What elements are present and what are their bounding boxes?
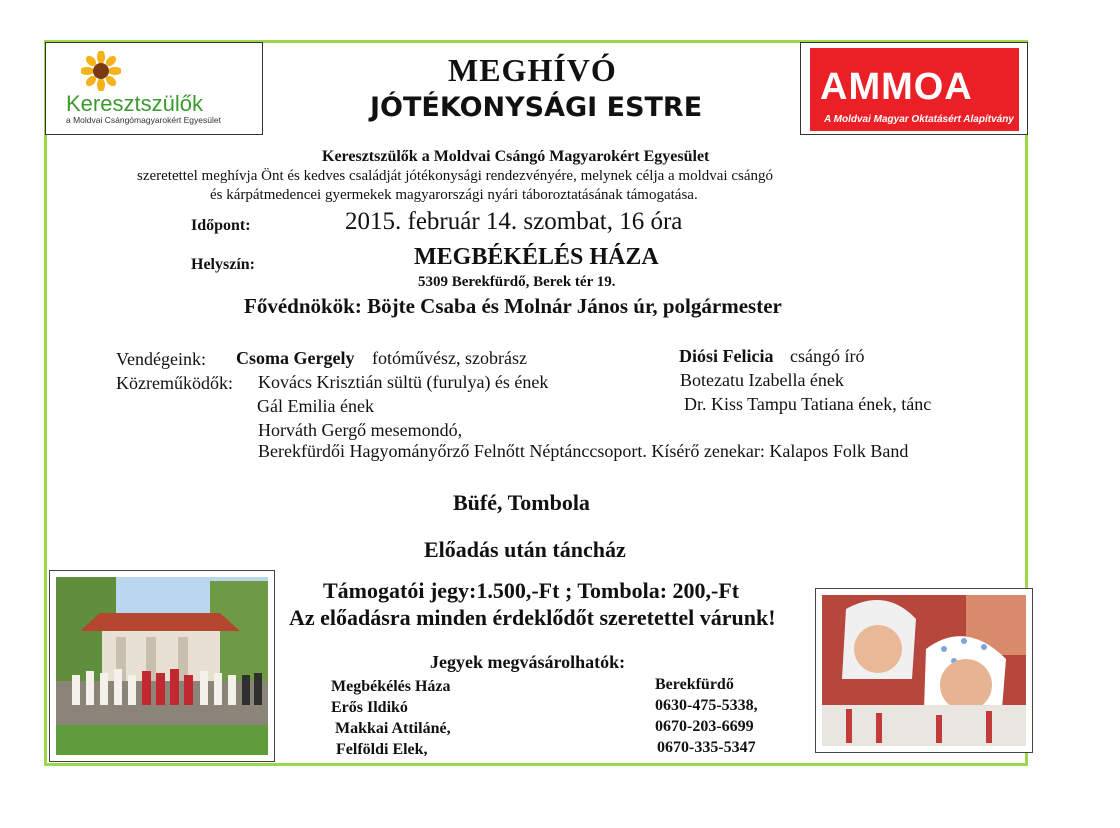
ticket-seller: Megbékélés Háza	[331, 678, 451, 695]
keresztszulok-wordmark: Keresztszülők	[66, 91, 203, 116]
ammoa-logo	[800, 42, 1028, 135]
buffet-raffle: Büfé, Tombola	[453, 490, 590, 515]
ticket-contact: 0670-203-6699	[655, 718, 754, 735]
ticket-contact: 0630-475-5338,	[655, 697, 758, 714]
ticket-contact: Berekfürdő	[655, 676, 734, 693]
intro-line-2: és kárpátmedencei gyermekek magyarországi nyári táboroztatásának támogatása.	[210, 187, 698, 203]
event-date: 2015. február 14. szombat, 16 óra	[345, 208, 683, 235]
ammoa-wordmark: AMMOA	[820, 66, 973, 108]
guest-1-role: fotóművész, szobrász	[372, 348, 527, 368]
guests-label: Vendégeink:	[116, 349, 206, 369]
ammoa-subtitle: A Moldvai Magyar Oktatásért Alapítvány	[824, 114, 1014, 125]
performers-label: Közreműködők:	[116, 373, 233, 393]
keresztszulok-logo	[45, 42, 263, 135]
children-photo	[815, 588, 1033, 753]
ticket-seller: Erős Ildikó	[331, 699, 408, 716]
organizer-name: Keresztszülők a Moldvai Csángó Magyarokért Egyesület	[322, 148, 710, 165]
ticket-seller: Makkai Attiláné,	[335, 720, 451, 737]
performer-item: Berekfürdői Hagyományőrző Felnőtt Néptánccsoport. Kísérő zenekar: Kalapos Folk Band	[258, 441, 909, 461]
invitation-title: MEGHÍVÓ	[448, 52, 617, 88]
ticket-contact: 0670-335-5347	[657, 739, 756, 756]
tickets-heading: Jegyek megvásárolhatók:	[430, 652, 626, 672]
guest-2-role: csángó író	[790, 346, 865, 366]
group-photo	[49, 570, 275, 762]
keresztszulok-subtitle: a Moldvai Csángómagyarokért Egyesület	[66, 115, 221, 125]
dance-house: Előadás után táncház	[424, 537, 626, 562]
performer-item: Horváth Gergő mesemondó,	[258, 420, 463, 440]
guest-2-name: Diósi Felicia	[679, 346, 774, 366]
intro-line-1: szeretettel meghívja Önt és kedves családját jótékonysági rendezvényére, melynek célja a moldvai csángó	[137, 168, 773, 184]
date-label: Időpont:	[191, 217, 251, 234]
guest-1-name: Csoma Gergely	[236, 348, 355, 368]
performer-item: Gál Emilia ének	[257, 396, 374, 416]
performer-item: Kovács Krisztián sültü (furulya) és ének	[258, 372, 549, 392]
place-label: Helyszín:	[191, 256, 255, 273]
sunflower-icon	[81, 51, 121, 91]
invitation-subtitle: JÓTÉKONYSÁGI ESTRE	[370, 92, 703, 123]
venue-name: MEGBÉKÉLÉS HÁZA	[414, 244, 659, 270]
welcome-line: Az előadásra minden érdeklődőt szeretettel várunk!	[289, 605, 776, 630]
performer-item: Dr. Kiss Tampu Tatiana ének, tánc	[684, 394, 932, 414]
ticket-prices: Támogatói jegy:1.500,-Ft ; Tombola: 200,-Ft	[323, 578, 740, 603]
patrons-line: Fővédnökök: Böjte Csaba és Molnár János úr, polgármester	[244, 294, 782, 318]
ticket-seller: Felföldi Elek,	[336, 741, 428, 758]
performer-item: Botezatu Izabella ének	[680, 370, 844, 390]
venue-address: 5309 Berekfürdő, Berek tér 19.	[418, 274, 616, 290]
